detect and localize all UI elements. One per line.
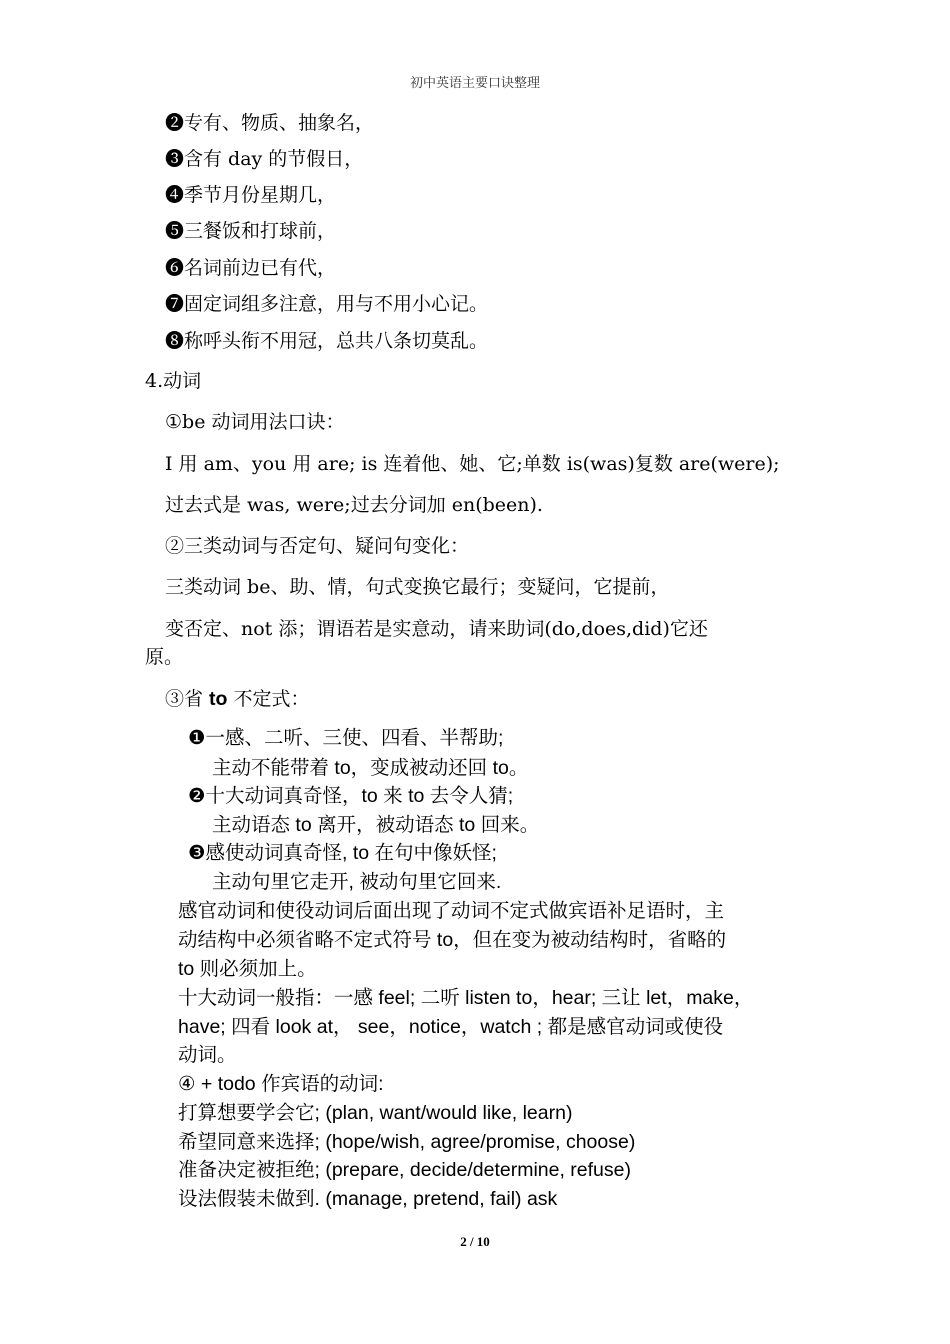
todo-verbs-line-2: 希望同意来选择; (hope/wish, agree/promise, choose) [178,1131,636,1153]
omit-to-rule-1-sub: 主动不能带着 to，变成被动还回 to。 [212,757,529,779]
article-rule-8: ❽称呼头衔不用冠，总共八条切莫乱。 [165,330,489,352]
article-rule-7: ❼固定词组多注意，用与不用小心记。 [165,293,489,315]
three-verbs-title: ②三类动词与否定句、疑问句变化： [165,535,470,557]
article-rule-2: ❷专有、物质、抽象名， [165,112,375,134]
explain-2-line-3: 动词。 [178,1044,237,1066]
explain-2-line-2: have; 四看 look at， see，notice，watch ; 都是感官动词或使役 [178,1016,724,1038]
todo-verbs-title: ④ + todo 作宾语的动词: [178,1073,384,1095]
explain-1-line-2: 动结构中必须省略不定式符号 to，但在变为被动结构时，省略的 [178,929,727,951]
explain-1-line-3: to 则必须加上。 [178,958,317,980]
three-verbs-line-3: 原。 [145,646,184,668]
omit-to-rule-2: ❷十大动词真奇怪，to 来 to 去令人猜; [188,785,514,807]
article-rule-6: ❻名词前边已有代， [165,257,337,279]
section-title: 4.动词 [145,370,202,392]
be-verb-line-1: I 用 am、you 用 are; is 连着他、她、它;单数 is(was)复数 are(were); [165,453,780,475]
explain-2-line-1: 十大动词一般指：一感 feel; 二听 listen to，hear; 三让 let，make， [178,987,754,1009]
be-verb-line-2: 过去式是 was, were;过去分词加 en(been). [165,494,543,516]
omit-to-rule-1: ❶一感、二听、三使、四看、半帮助; [188,727,504,749]
explain-1-line-1: 感官动词和使役动词后面出现了动词不定式做宾语补足语时，主 [178,900,725,922]
article-rule-5: ❺三餐饭和打球前， [165,220,337,242]
three-verbs-line-1: 三类动词 be、助、情，句式变换它最行；变疑问，它提前， [165,576,670,598]
todo-verbs-line-4: 设法假装未做到. (manage, pretend, fail) ask [178,1188,558,1210]
omit-to-title: ③省 to 不定式： [165,688,310,710]
page-header: 初中英语主要口诀整理 [409,76,540,91]
page-number: 2 / 10 [460,1234,490,1249]
article-rule-4: ❹季节月份星期几， [165,184,337,206]
todo-verbs-line-3: 准备决定被拒绝; (prepare, decide/determine, refuse) [178,1159,631,1181]
three-verbs-line-2: 变否定、not 添；谓语若是实意动，请来助词(do,does,did)它还 [165,618,708,640]
todo-verbs-line-1: 打算想要学会它; (plan, want/would like, learn) [178,1102,573,1124]
omit-to-rule-3-sub: 主动句里它走开, 被动句里它回来. [212,871,502,893]
be-verb-title: ①be 动词用法口诀： [165,411,345,433]
article-rule-3: ❸含有 day 的节假日， [165,148,364,170]
omit-to-rule-3: ❸感使动词真奇怪, to 在句中像妖怪; [188,842,497,864]
omit-to-rule-2-sub: 主动语态 to 离开，被动语态 to 回来。 [212,814,540,836]
